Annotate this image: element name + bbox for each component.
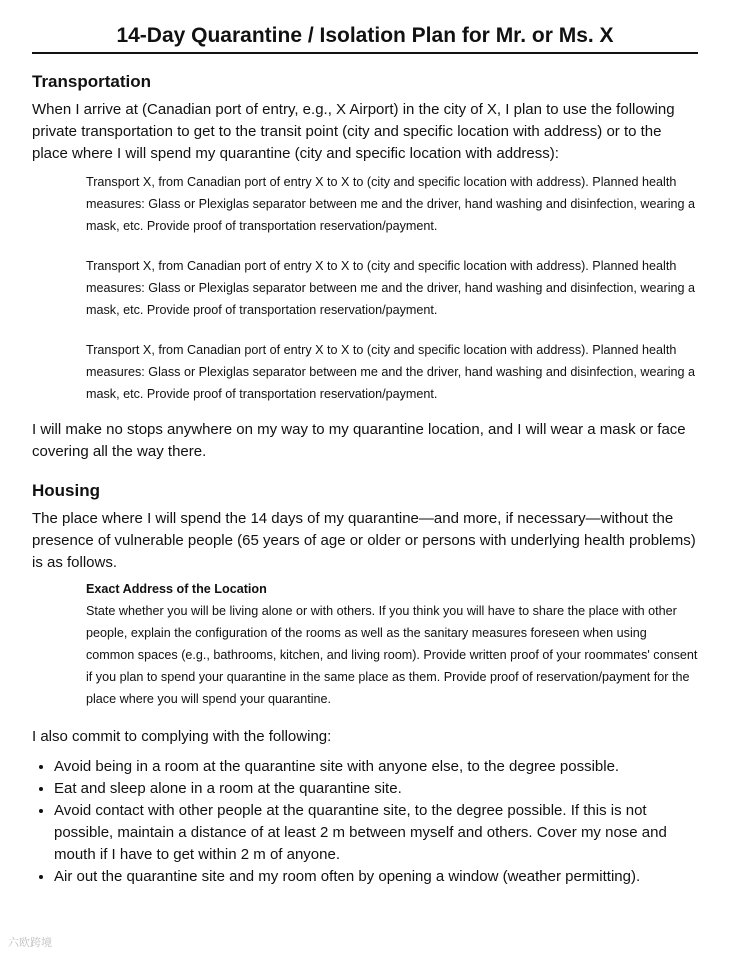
address-body: State whether you will be living alone or with others. If you think you will have to share the place with other people, explain the configuration of the rooms as well as the sanitary measures foreseen when using common spaces (e.g., bathrooms, kitchen, and living room). Provide written proof of your roommates' consent if you plan to spend your quarantine in the same place as them. Provide proof of reservation/payment for the place where you will spend your quarantine. xyxy=(86,604,698,706)
transport-item: Transport X, from Canadian port of entry X to X to (city and specific location with address). Planned health measures: Glass or Plexiglas separator between me and the driver, hand washing and disinfection, wearing a mask, etc. Provide proof of transportation reservation/payment. xyxy=(86,175,696,233)
list-item: • Avoid contact with other people at the quarantine site, to the degree possible. If this is not possible, maintain a distance of at least 2 m between myself and others. Cover my nose and mouth if I have to get within 2 m of anyone. xyxy=(54,800,698,866)
list-item: • Avoid being in a room at the quarantine site with anyone else, to the degree possible. xyxy=(54,756,698,778)
transport-list xyxy=(86,171,698,405)
housing-intro: The place where I will spend the 14 days of my quarantine—and more, if necessary—without the presence of vulnerable people (65 years of age or older or persons with underlying health problems) is as follows. xyxy=(32,510,696,571)
list-item: • Air out the quarantine site and my room often by opening a window (weather permitting). xyxy=(54,866,698,888)
address-heading: Exact Address of the Location xyxy=(86,582,267,596)
transportation-intro: When I arrive at (Canadian port of entry, e.g., X Airport) in the city of X, I plan to use the following private transportation to get to the transit point (city and specific location with address) or to the place where I will spend my quarantine (city and specific location with address): xyxy=(32,101,675,162)
page-title: 14-Day Quarantine / Isolation Plan for Mr. or Ms. X xyxy=(32,24,698,54)
address-block xyxy=(86,578,698,710)
transportation-closing: I will make no stops anywhere on my way to my quarantine location, and I will wear a mask or face covering all the way there. xyxy=(32,421,686,460)
document-page xyxy=(32,0,698,888)
transportation-heading: Transportation xyxy=(32,72,152,91)
list-item: • Eat and sleep alone in a room at the quarantine site. xyxy=(54,778,698,800)
transport-item: Transport X, from Canadian port of entry X to X to (city and specific location with address). Planned health measures: Glass or Plexiglas separator between me and the driver, hand washing and disinfection, wearing a mask, etc. Provide proof of transportation reservation/payment. xyxy=(86,259,696,317)
commitments-intro: I also commit to complying with the following: xyxy=(32,728,332,745)
watermark: 六欧跨境 xyxy=(8,936,52,949)
housing-heading: Housing xyxy=(32,481,100,500)
commitments-list xyxy=(32,756,698,888)
transport-item: Transport X, from Canadian port of entry X to X to (city and specific location with address). Planned health measures: Glass or Plexiglas separator between me and the driver, hand washing and disinfection, wearing a mask, etc. Provide proof of transportation reservation/payment. xyxy=(86,343,696,401)
